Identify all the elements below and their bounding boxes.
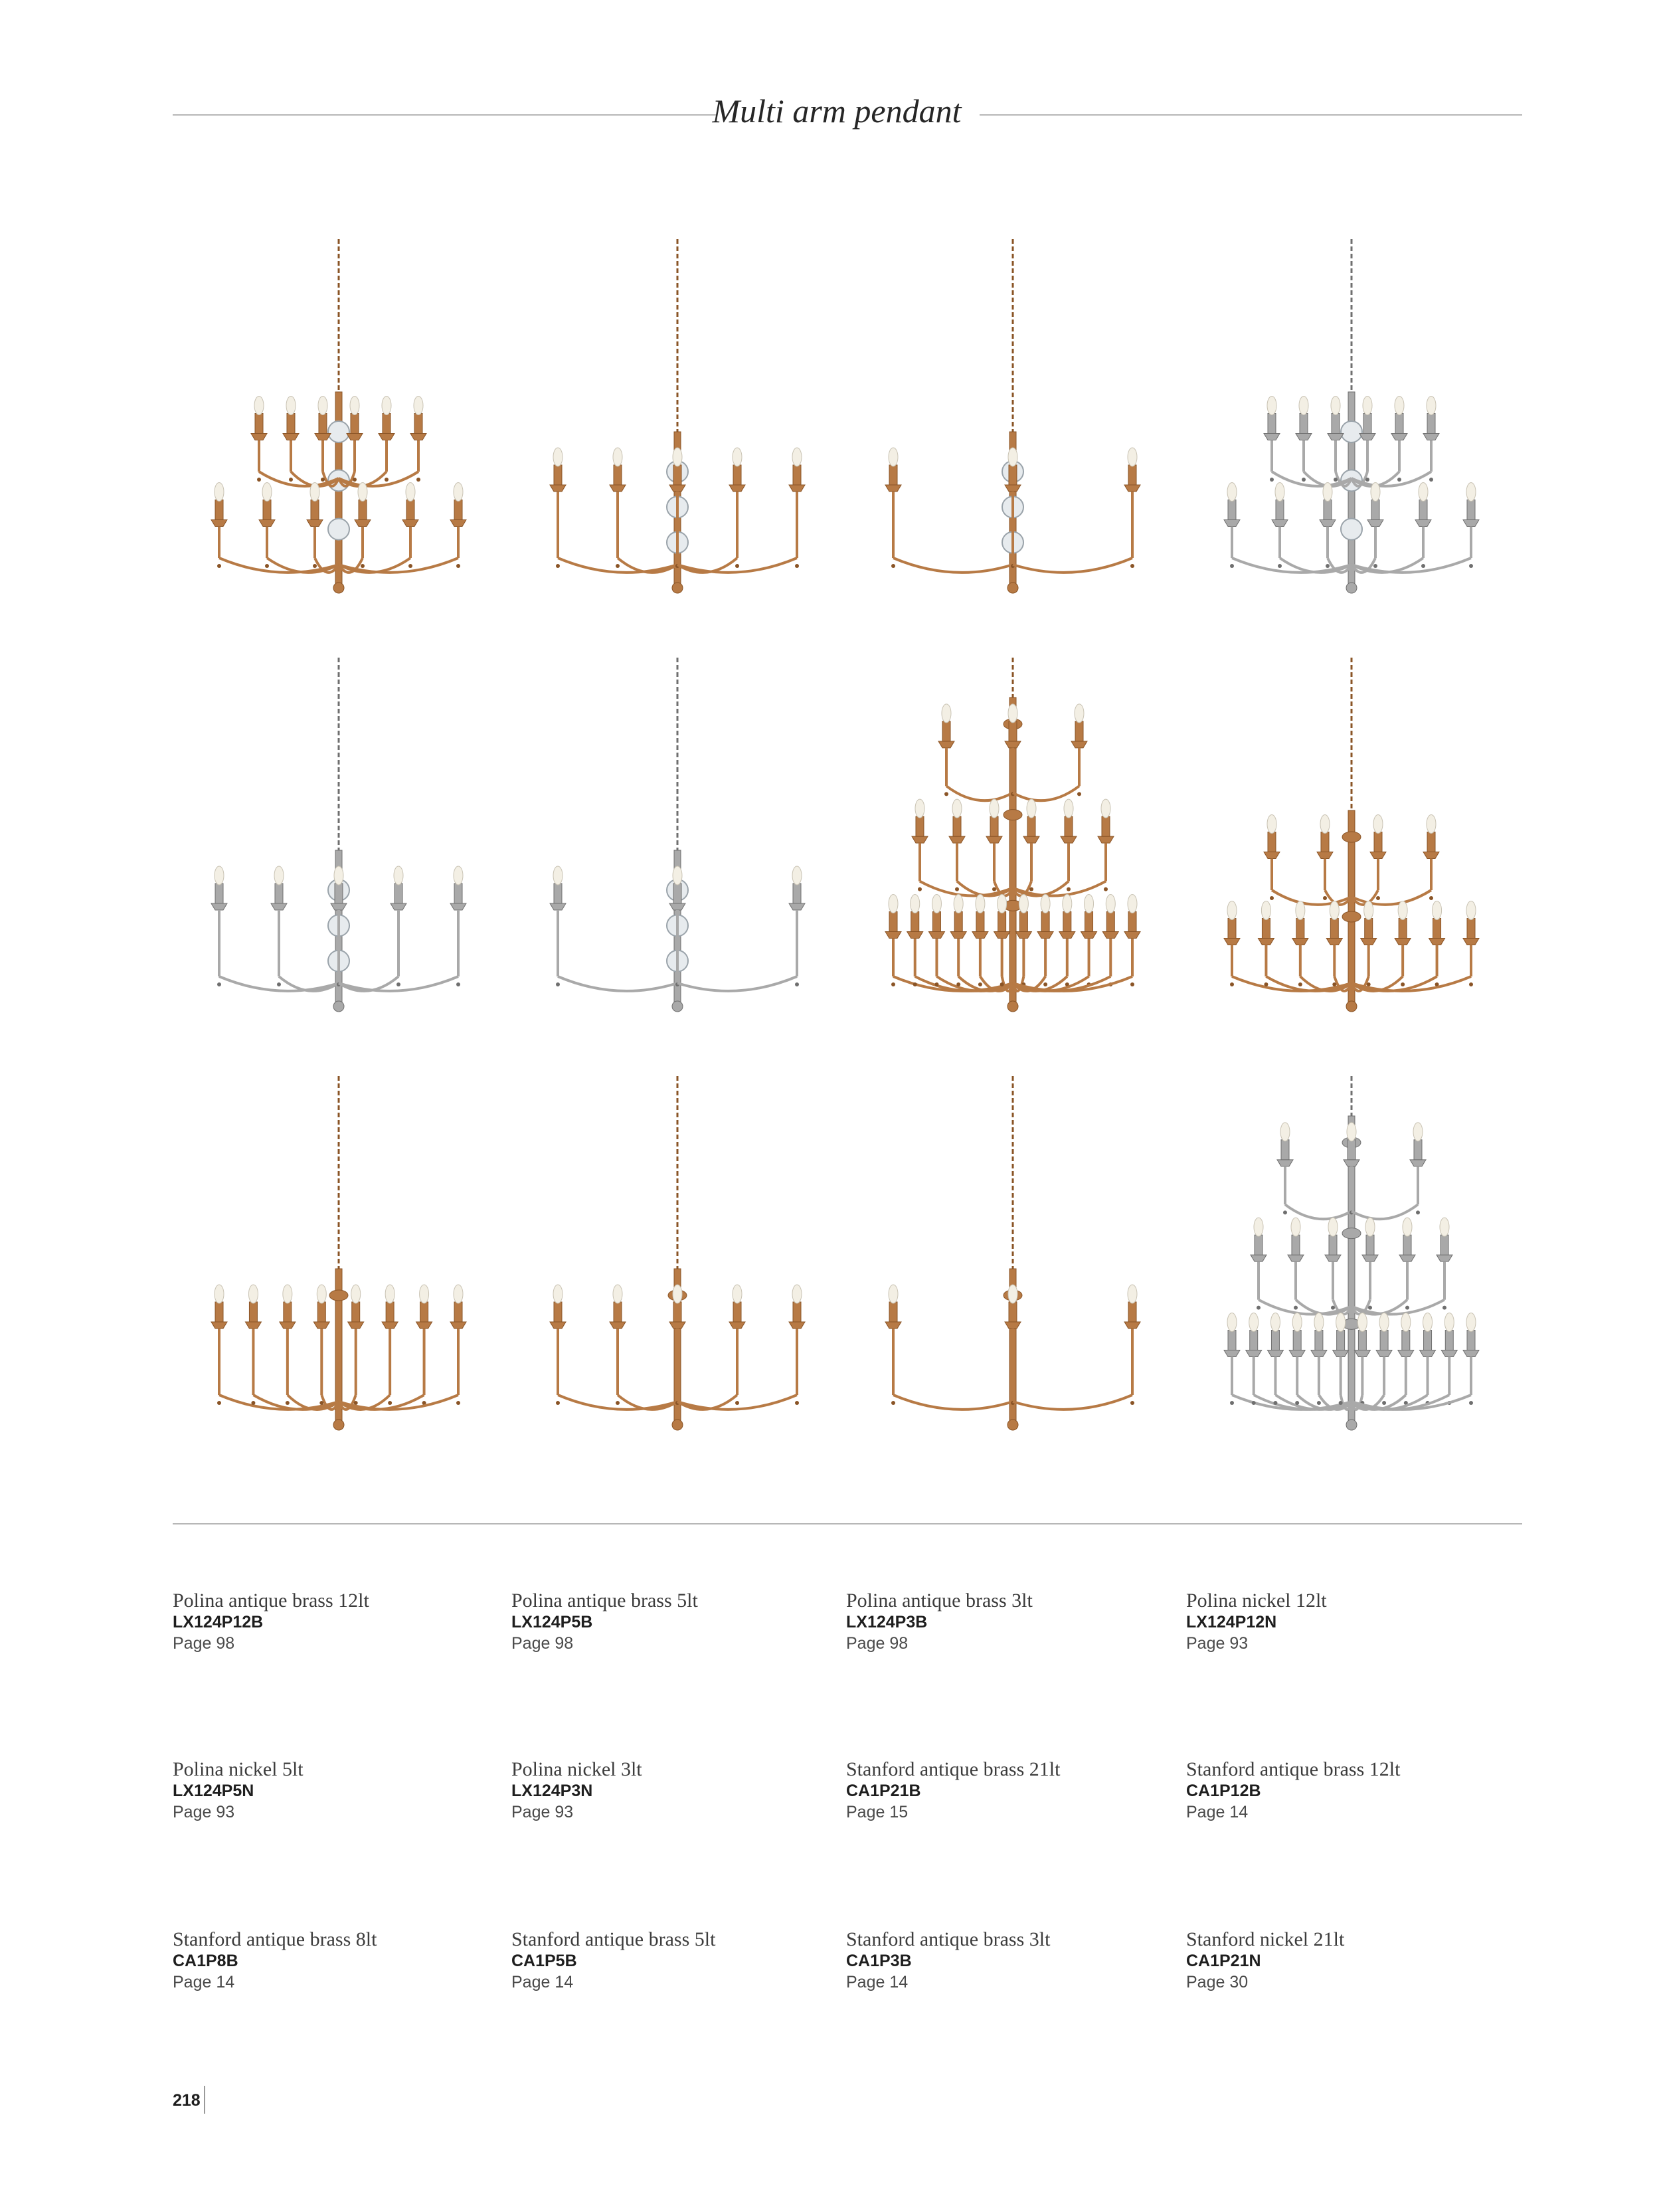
product-image — [1212, 1076, 1491, 1448]
product-code: LX124P3B — [846, 1613, 928, 1631]
product-page-ref: Page 14 — [511, 1973, 574, 1991]
product-page-ref: Page 93 — [173, 1803, 235, 1821]
central-stem — [1342, 810, 1361, 1012]
header-rule-left — [173, 114, 717, 116]
product-caption — [511, 1758, 843, 1823]
product-code: LX124P12B — [173, 1613, 264, 1631]
product-page-ref: Page 15 — [846, 1803, 909, 1821]
product-image — [538, 658, 817, 1030]
chandelier-icon — [538, 1076, 817, 1448]
product-image — [873, 658, 1152, 1030]
product-code: CA1P12B — [1186, 1782, 1261, 1800]
arm-tier — [550, 1285, 805, 1410]
product-name: Polina antique brass 12lt — [173, 1590, 369, 1612]
product-caption — [173, 1590, 505, 1655]
arm-tier — [885, 1285, 1140, 1410]
product-code: CA1P21N — [1186, 1952, 1261, 1970]
page-number-divider — [204, 2086, 205, 2114]
arm-tier — [1277, 1123, 1426, 1219]
chandelier-icon — [199, 658, 478, 1030]
product-name: Polina nickel 3lt — [511, 1758, 642, 1780]
arm-tier — [550, 448, 805, 573]
chandelier-icon — [199, 239, 478, 611]
product-page-ref: Page 14 — [173, 1973, 235, 1991]
product-code: CA1P8B — [173, 1952, 238, 1970]
product-image — [1212, 239, 1491, 611]
product-code: LX124P5B — [511, 1613, 593, 1631]
product-caption — [1186, 1758, 1518, 1823]
product-page-ref: Page 93 — [511, 1803, 574, 1821]
product-image — [538, 239, 817, 611]
product-caption — [1186, 1590, 1518, 1655]
arm-tier — [938, 704, 1087, 800]
product-image — [873, 239, 1152, 611]
product-name: Stanford antique brass 12lt — [1186, 1758, 1401, 1780]
product-code: CA1P3B — [846, 1952, 912, 1970]
product-page-ref: Page 14 — [846, 1973, 909, 1991]
chandelier-icon — [873, 239, 1152, 611]
product-name: Polina nickel 12lt — [1186, 1590, 1327, 1612]
product-page-ref: Page 93 — [1186, 1634, 1249, 1653]
product-image — [199, 658, 478, 1030]
chandelier-icon — [873, 658, 1152, 1030]
chandelier-icon — [873, 1076, 1152, 1448]
product-name: Polina antique brass 5lt — [511, 1590, 698, 1612]
product-caption — [173, 1758, 505, 1823]
product-caption — [511, 1928, 843, 1993]
chandelier-icon — [1212, 658, 1491, 1030]
product-image — [873, 1076, 1152, 1448]
central-stem — [1341, 392, 1362, 593]
product-name: Stanford antique brass 8lt — [173, 1928, 377, 1950]
product-page-ref: Page 98 — [846, 1634, 909, 1653]
product-code: LX124P5N — [173, 1782, 254, 1800]
product-name: Polina antique brass 3lt — [846, 1590, 1033, 1612]
product-name: Stanford antique brass 21lt — [846, 1758, 1061, 1780]
central-stem — [328, 392, 349, 593]
page-title: Multi arm pendant — [712, 92, 962, 130]
product-page-ref: Page 14 — [1186, 1803, 1249, 1821]
product-image — [199, 1076, 478, 1448]
chandelier-icon — [199, 1076, 478, 1448]
product-page-ref: Page 30 — [1186, 1973, 1249, 1991]
page-number: 218 — [173, 2091, 201, 2110]
arm-tier — [885, 448, 1140, 573]
product-image — [199, 239, 478, 611]
product-name: Stanford nickel 21lt — [1186, 1928, 1345, 1950]
product-image — [538, 1076, 817, 1448]
product-caption — [511, 1590, 843, 1655]
arm-tier — [550, 866, 805, 991]
product-page-ref: Page 98 — [511, 1634, 574, 1653]
product-caption — [846, 1928, 1178, 1993]
product-name: Polina nickel 5lt — [173, 1758, 304, 1780]
arm-tier — [211, 866, 466, 991]
product-name: Stanford antique brass 5lt — [511, 1928, 716, 1950]
product-name: Stanford antique brass 3lt — [846, 1928, 1051, 1950]
product-caption — [1186, 1928, 1518, 1993]
section-divider — [173, 1523, 1522, 1524]
product-caption — [846, 1758, 1178, 1823]
product-caption — [846, 1590, 1178, 1655]
header-rule-right — [980, 114, 1522, 116]
product-caption — [173, 1928, 505, 1993]
chandelier-icon — [538, 658, 817, 1030]
product-page-ref: Page 98 — [173, 1634, 235, 1653]
product-image — [1212, 658, 1491, 1030]
product-code: CA1P5B — [511, 1952, 577, 1970]
chandelier-icon — [1212, 239, 1491, 611]
product-code: LX124P12N — [1186, 1613, 1277, 1631]
chandelier-icon — [1212, 1076, 1491, 1448]
product-code: LX124P3N — [511, 1782, 593, 1800]
product-code: CA1P21B — [846, 1782, 921, 1800]
chandelier-icon — [538, 239, 817, 611]
